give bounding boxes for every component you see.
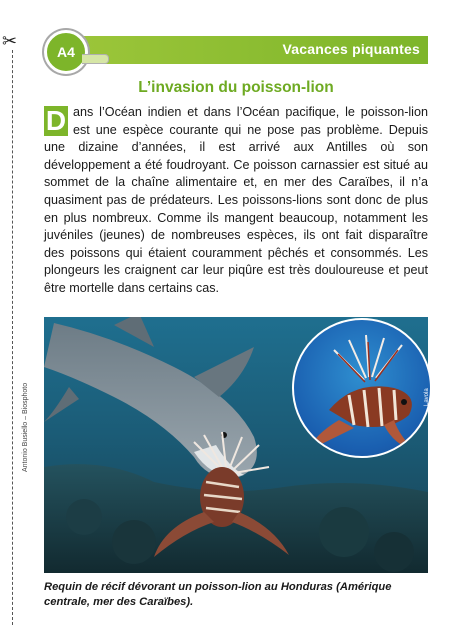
scissors-icon: ✂ <box>2 31 18 51</box>
article-body <box>44 104 428 298</box>
photo-credit: Antonio Busiello – Biosphoto <box>22 382 29 472</box>
cut-line <box>12 40 13 625</box>
photo-caption: Requin de récif dévorant un poisson-lion au Honduras (Amérique centrale, mer des Caraïbes). <box>44 581 392 608</box>
article-text: ans l’Océan indien et dans l’Océan pacifique, le poisson-lion est une espèce courante qui ne pose pas problème. Depuis une dizaine d’années, il est arrivé aux Antilles où son développement a été foudroyant. Ce poisson carnassier est situé au sommet de la chaîne alimentaire et, en mer des Caraïbes, il n’a quasiment pas de prédateurs. Les poissons-lions sont donc de plus en plus nombreux. Comme ils mangent beaucoup, notamment les juvéniles (jeunes) de nombreuses espèces, ils ont fait disparaître des poissons qui étaient couramment pêchés et consommés. Les plongeurs les craignent car leur piqûre est très douloureuse et peut être mortelle dans certains cas. <box>44 105 428 295</box>
drop-cap: D <box>45 105 67 136</box>
badge-tab <box>82 54 109 64</box>
section-badge: A4 <box>44 30 88 74</box>
section-header <box>62 36 428 64</box>
inset-credit: Lavola <box>424 388 430 406</box>
article-title: L’invasion du poisson-lion <box>138 79 334 96</box>
lionfish-illustration <box>294 320 430 456</box>
lionfish-inset-photo <box>292 318 432 458</box>
section-title: Vacances piquantes <box>282 41 420 57</box>
